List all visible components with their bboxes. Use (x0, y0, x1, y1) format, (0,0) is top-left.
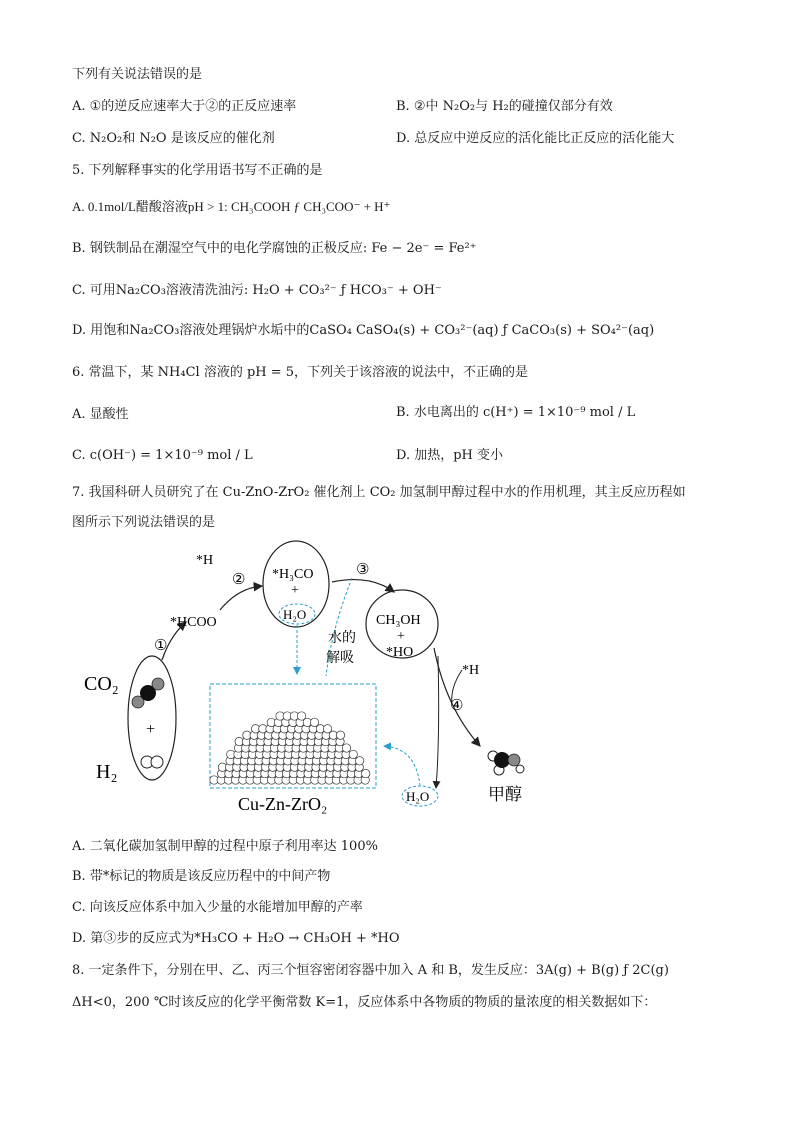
h3co-label: *H₃CO (272, 567, 314, 582)
h2-molecule-icon (141, 756, 163, 768)
q7-option-c: C. 向该反应体系中加入少量的水能增加甲醇的产率 (72, 900, 363, 915)
step3-label: ③ (356, 562, 370, 578)
q5-option-a: A. 0.1mol/L醋酸溶液pH > 1: CH₃COOH ƒ CH₃COO⁻ + H⁺ (72, 199, 391, 214)
q5-stem: 5. 下列解释事实的化学用语书写不正确的是 (72, 163, 323, 178)
q8-line-1: 8. 一定条件下，分别在甲、乙、丙三个恒容密闭容器中加入 A 和 B，发生反应：3A(g) + B(g) ƒ 2C(g) (72, 963, 669, 978)
q6-stem: 6. 常温下，某 NH₄Cl 溶液的 pH = 5，下列关于该溶液的说法中，不正确的是 (72, 365, 529, 380)
step2-label: ② (232, 572, 246, 588)
q4-option-d: D. 总反应中逆反应的活化能比正反应的活化能大 (396, 131, 675, 146)
hcoo-label: *HCOO (170, 615, 217, 630)
q8-line-2: ΔH<0，200 ℃时该反应的化学平衡常数 K=1，反应体系中各物质的物质的量浓度的相关数据如下： (72, 995, 657, 1010)
q5-option-d: D. 用饱和Na₂CO₃溶液处理锅炉水垢中的CaSO₄ CaSO₄(s) + CO₃²⁻(aq) ƒ CaCO₃(s) + SO₄²⁻(aq) (72, 323, 655, 338)
q6-option-a: A. 显酸性 (72, 407, 129, 422)
water-label-1: 水的 (328, 631, 356, 646)
q6-option-b: B. 水电离出的 c(H⁺) = 1×10⁻⁹ mol / L (396, 405, 636, 420)
q7-option-a: A. 二氧化碳加氢制甲醇的过程中原子利用率达 100% (72, 839, 378, 854)
h2o-top-label: H₂O (283, 607, 307, 622)
step3-arrow (332, 580, 394, 592)
h2o-out-arrow (436, 656, 439, 788)
step2-arrow (220, 586, 262, 610)
co2-label: CO₂ (84, 673, 119, 695)
reaction-mechanism-diagram (70, 538, 530, 820)
ho-label: *HO (386, 645, 414, 660)
q5-option-c: C. 可用Na₂CO₃溶液清洗油污: H₂O + CO₃²⁻ ƒ HCO₃⁻ + OH⁻ (72, 283, 442, 298)
q4-option-a: A. ①的逆反应速率大于②的正反应速率 (72, 99, 297, 114)
h2o-bottom-label: H₂O (406, 789, 430, 804)
intermediate-plus: + (291, 583, 299, 598)
q4-option-c: C. N₂O₂和 N₂O 是该反应的催化剂 (72, 131, 275, 146)
h2-label: H₂ (96, 761, 118, 783)
q4-option-b: B. ②中 N₂O₂与 H₂的碰撞仅部分有效 (396, 99, 613, 114)
q7-option-d: D. 第③步的反应式为*H₃CO + H₂O → CH₃OH + *HO (72, 931, 400, 946)
co2-molecule-icon (132, 678, 164, 708)
q6-option-c: C. c(OH⁻) = 1×10⁻⁹ mol / L (72, 448, 253, 463)
reactant-plus: + (146, 721, 156, 738)
h-star-1-label: *H (196, 553, 214, 568)
q7-stem-line-1: 7. 我国科研人员研究了在 Cu-ZnO-ZrO₂ 催化剂上 CO₂ 加氢制甲醇过程中水的作用机理，其主反应历程如 (72, 485, 686, 500)
methanol-label: 甲醇 (488, 785, 522, 804)
ch3oh-label: CH₃OH (376, 613, 421, 628)
h-star-2-label: *H (462, 663, 480, 678)
water-label-2: 解吸 (326, 651, 354, 666)
q7-option-b: B. 带*标记的物质是该反应历程中的中间产物 (72, 869, 331, 884)
product-plus: + (397, 629, 405, 644)
step4-label: ④ (450, 698, 464, 714)
catalyst-label: Cu-Zn-ZrO₂ (238, 794, 328, 814)
q4-stem: 下列有关说法错误的是 (72, 67, 203, 82)
methanol-molecule-icon (488, 751, 524, 775)
catalyst-particles-icon (210, 712, 370, 784)
water-return-arrow (384, 746, 420, 786)
q5-option-b: B. 钢铁制品在潮湿空气中的电化学腐蚀的正极反应: Fe − 2e⁻ = Fe²⁺ (72, 241, 477, 256)
step1-label: ① (154, 638, 168, 654)
q7-stem-line-2: 图所示下列说法错误的是 (72, 515, 216, 530)
q6-option-d: D. 加热，pH 变小 (396, 448, 504, 463)
